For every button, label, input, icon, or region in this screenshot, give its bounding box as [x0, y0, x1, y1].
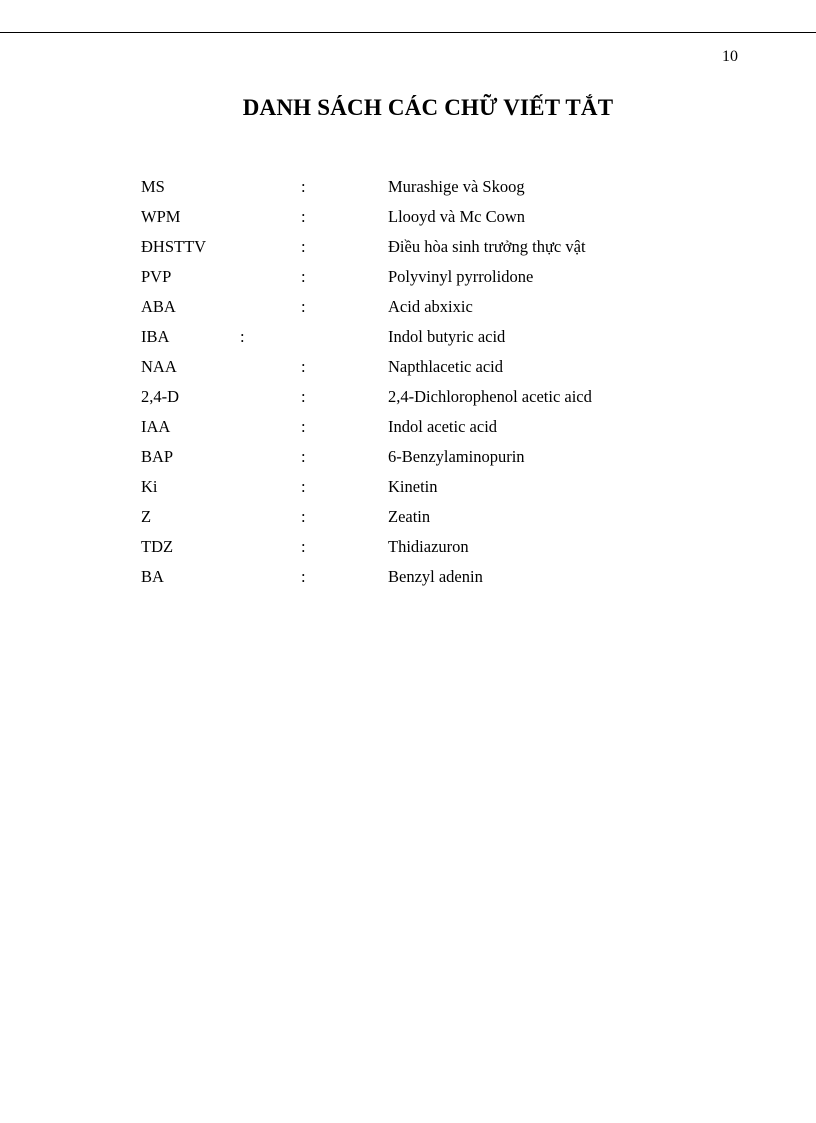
separator-colon: : — [301, 177, 306, 196]
separator-colon: : — [301, 477, 306, 496]
abbreviation-term: IBA — [141, 327, 170, 346]
abbreviation-definition: Murashige và Skoog — [388, 177, 525, 196]
abbreviation-definition: Acid abxixic — [388, 297, 473, 316]
page-number: 10 — [722, 48, 738, 65]
list-item — [141, 175, 701, 205]
abbreviation-term: WPM — [141, 207, 181, 226]
separator-colon: : — [301, 267, 306, 286]
abbreviation-definition: Thidiazuron — [388, 537, 469, 556]
abbreviation-term: ABA — [141, 297, 176, 316]
separator-colon: : — [240, 327, 245, 346]
list-item — [141, 325, 701, 355]
abbreviation-definition: Điều hòa sinh trưởng thực vật — [388, 237, 586, 256]
list-item — [141, 475, 701, 505]
abbreviation-term: NAA — [141, 357, 177, 376]
separator-colon: : — [301, 417, 306, 436]
list-item — [141, 355, 701, 385]
list-item — [141, 565, 701, 595]
separator-colon: : — [301, 237, 306, 256]
list-item — [141, 235, 701, 265]
header-rule — [0, 32, 816, 33]
abbreviation-definition: Zeatin — [388, 507, 431, 526]
list-item — [141, 505, 701, 535]
abbreviation-definition: Polyvinyl pyrrolidone — [388, 267, 534, 286]
abbreviation-term: TDZ — [141, 537, 174, 556]
separator-colon: : — [301, 567, 306, 586]
abbreviation-term: ĐHSTTV — [141, 237, 207, 256]
abbreviation-definition: 2,4-Dichlorophenol acetic aicd — [388, 387, 592, 406]
abbreviation-definition: Indol butyric acid — [388, 327, 506, 346]
list-item — [141, 535, 701, 565]
list-item — [141, 415, 701, 445]
abbreviation-term: Ki — [141, 477, 158, 496]
abbreviation-term: IAA — [141, 417, 171, 436]
separator-colon: : — [301, 357, 306, 376]
list-item — [141, 265, 701, 295]
abbreviation-definition: 6-Benzylaminopurin — [388, 447, 525, 466]
abbreviation-definition: Benzyl adenin — [388, 567, 483, 586]
abbreviation-definition: Llooyd và Mc Cown — [388, 207, 526, 226]
abbreviation-term: 2,4-D — [141, 387, 180, 406]
abbreviation-term: MS — [141, 177, 165, 196]
separator-colon: : — [301, 387, 306, 406]
page-title: DANH SÁCH CÁC CHỮ VIẾT TẮT — [242, 95, 614, 120]
abbreviation-definition: Kinetin — [388, 477, 438, 496]
abbreviation-definition: Indol acetic acid — [388, 417, 498, 436]
abbreviation-definition: Napthlacetic acid — [388, 357, 503, 376]
separator-colon: : — [301, 297, 306, 316]
abbreviation-term: Z — [141, 507, 152, 526]
separator-colon: : — [301, 447, 306, 466]
list-item — [141, 205, 701, 235]
abbreviation-list — [141, 175, 701, 595]
list-item — [141, 295, 701, 325]
abbreviation-term: PVP — [141, 267, 172, 286]
abbreviation-term: BA — [141, 567, 164, 586]
list-item — [141, 445, 701, 475]
separator-colon: : — [301, 207, 306, 226]
separator-colon: : — [301, 537, 306, 556]
abbreviation-term: BAP — [141, 447, 174, 466]
separator-colon: : — [301, 507, 306, 526]
list-item — [141, 385, 701, 415]
